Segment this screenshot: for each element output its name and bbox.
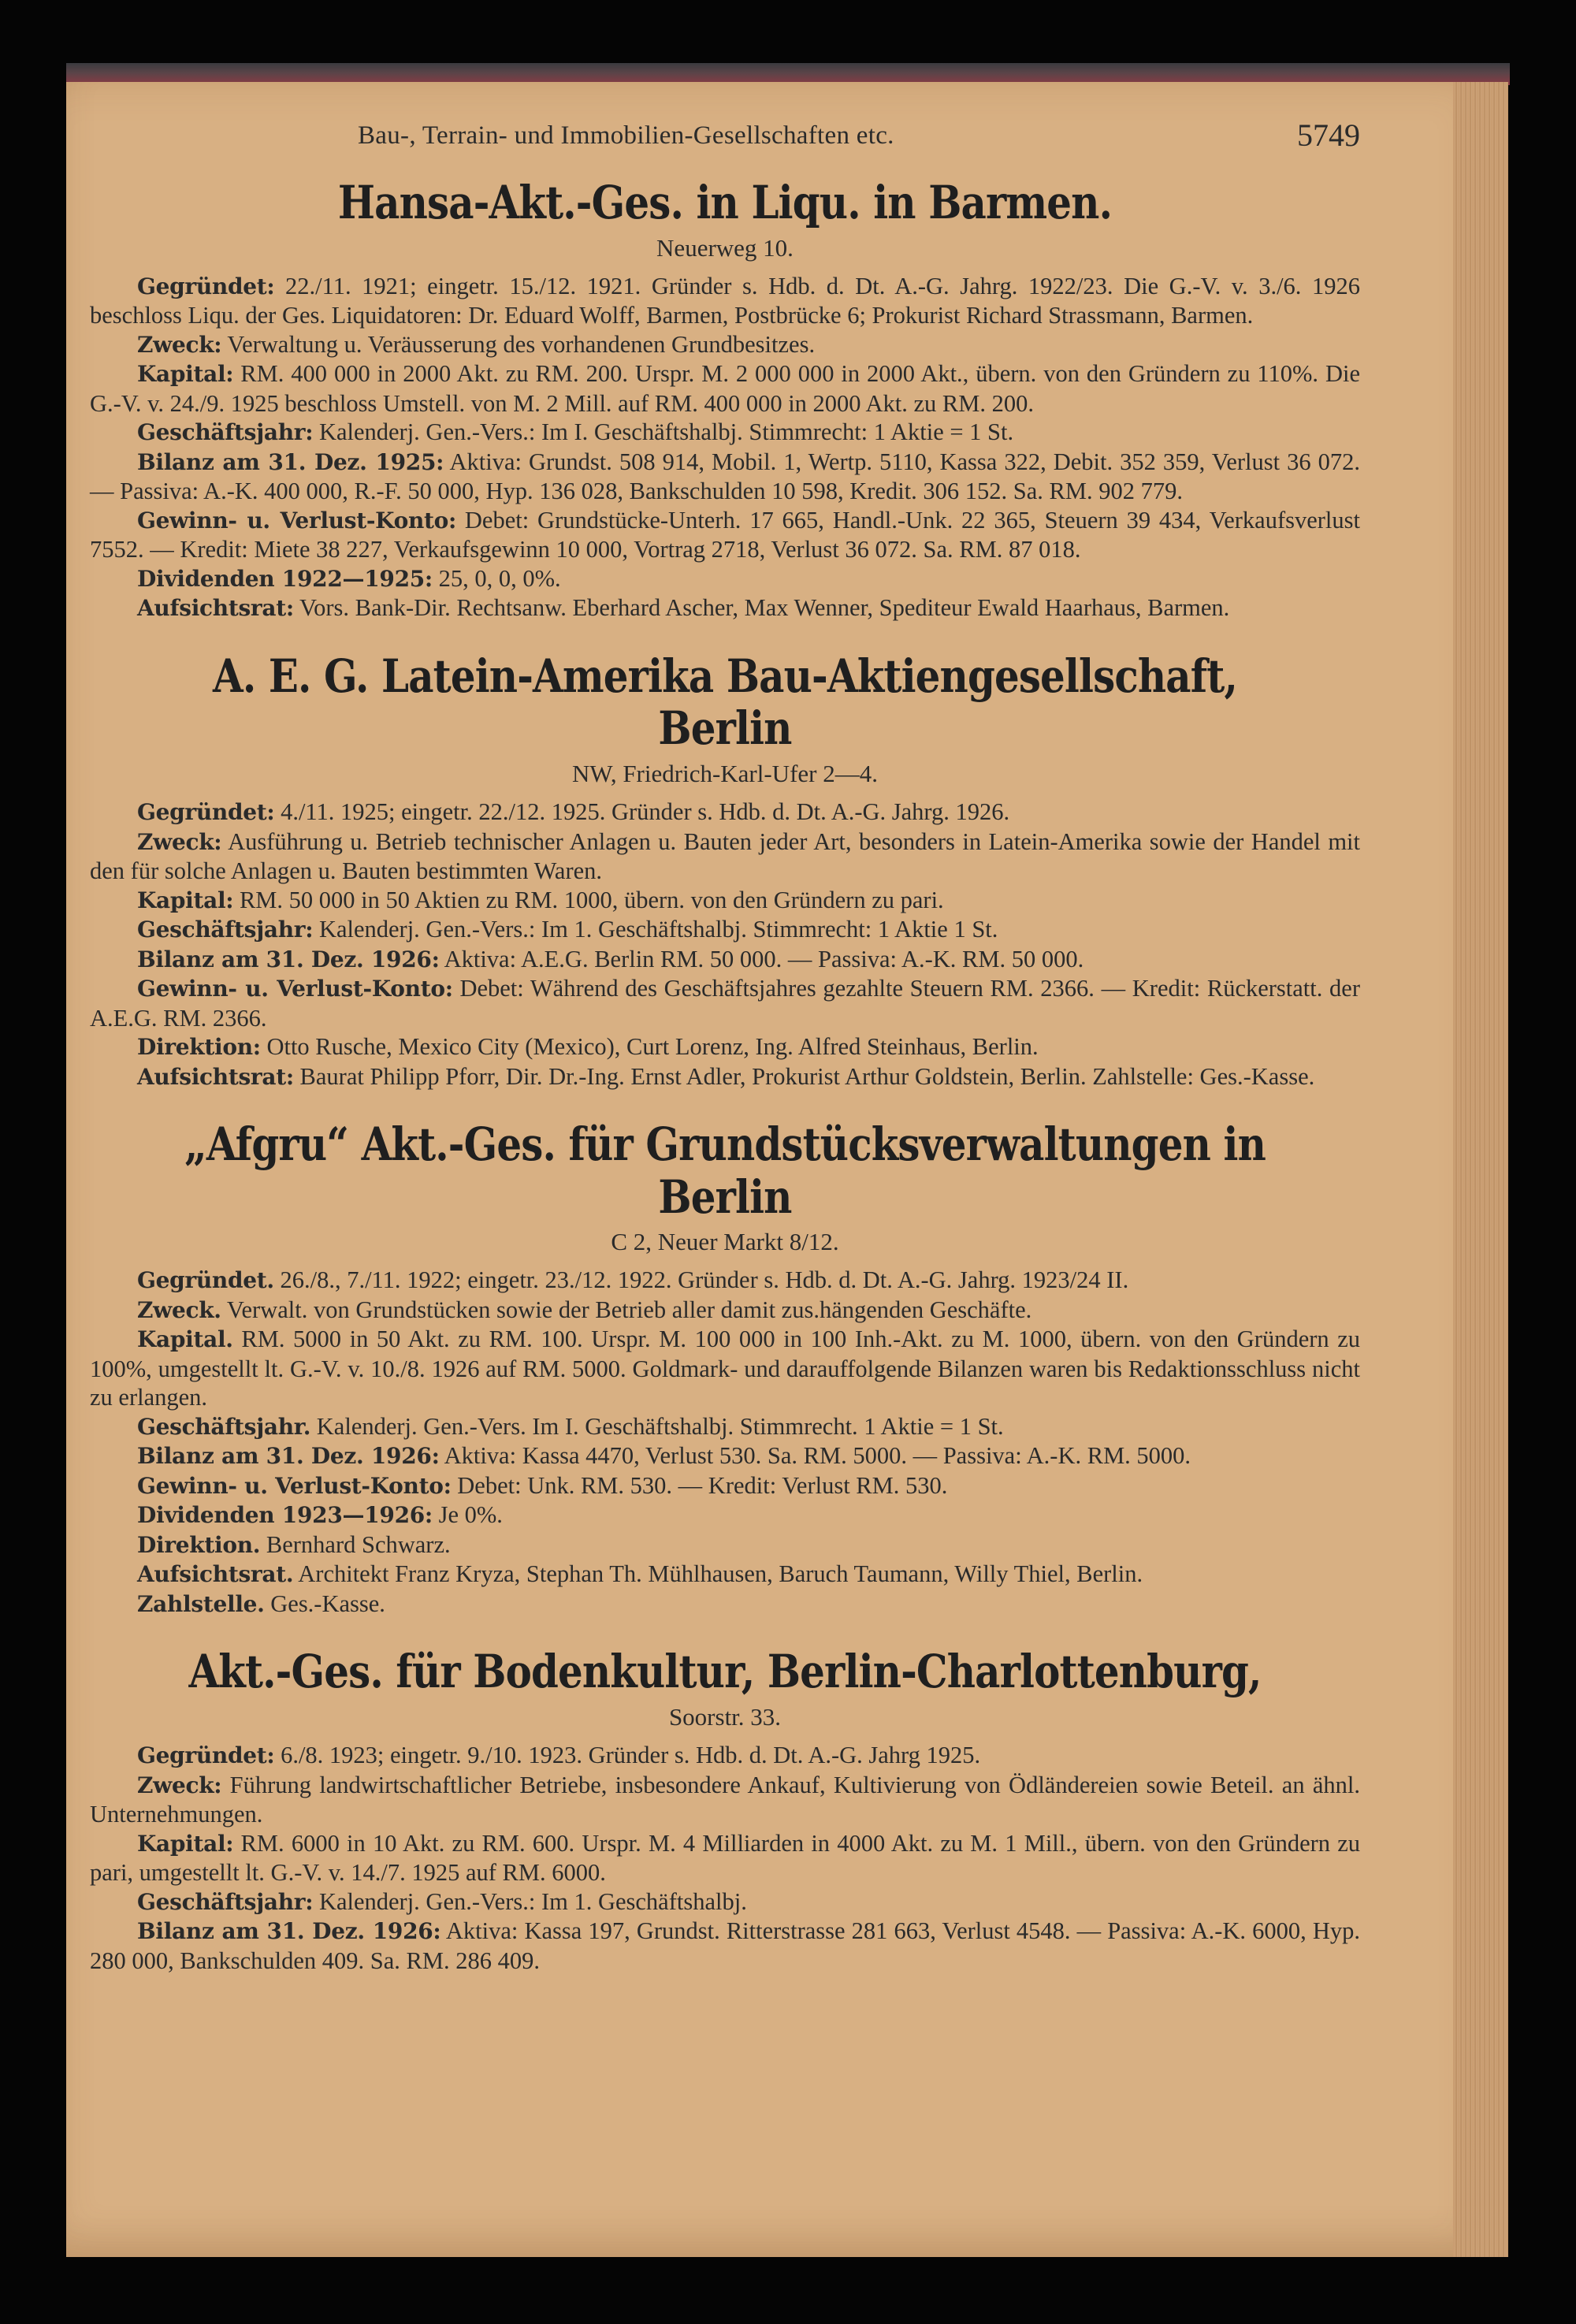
field-label: Dividenden 1922—1925: [137, 565, 433, 592]
field-label: Kapital. [137, 1326, 233, 1353]
field-label: Zahlstelle. [137, 1590, 265, 1617]
field-text: 26./8., 7./11. 1922; eingetr. 23./12. 1922. Gründer s. Hdb. d. Dt. A.-G. Jahrg. 1923/24 II. [280, 1266, 1129, 1294]
running-title: Bau-, Terrain- und Immobilien-Gesellschaften etc. [358, 121, 894, 150]
company-entry [90, 1118, 1360, 1619]
field-text: Kalenderj. Gen.-Vers.: Im I. Geschäftshalbj. Stimmrecht: 1 Aktie = 1 St. [318, 418, 1014, 446]
page-edges [1453, 82, 1508, 2257]
field-text: Verwalt. von Grundstücken sowie der Betrieb aller damit zus.hängenden Geschäfte. [226, 1296, 1032, 1323]
field-label: Bilanz am 31. Dez. 1926: [137, 1918, 441, 1945]
field-text: RM. 50 000 in 50 Aktien zu RM. 1000, übern. von den Gründern zu pari. [239, 886, 944, 913]
field-label: Geschäftsjahr: [137, 419, 314, 446]
field-geschaeftsjahr [90, 915, 1360, 945]
field-text: 25, 0, 0, 0%. [438, 564, 561, 592]
field-label: Geschäftsjahr: [137, 917, 314, 943]
running-head [90, 82, 1360, 177]
field-zweck [90, 1771, 1360, 1829]
field-label: Direktion: [137, 1034, 261, 1061]
field-geschaeftsjahr [90, 418, 1360, 448]
field-geschaeftsjahr [90, 1412, 1360, 1442]
field-dividenden [90, 564, 1360, 594]
field-text: 6./8. 1923; eingetr. 9./10. 1923. Gründer s. Hdb. d. Dt. A.-G. Jahrg 1925. [281, 1742, 981, 1769]
field-bilanz [90, 1441, 1360, 1471]
field-direktion [90, 1032, 1360, 1062]
field-label: Bilanz am 31. Dez. 1926: [137, 1443, 440, 1470]
company-address: Soorstr. 33. [668, 1703, 782, 1731]
field-text: Kalenderj. Gen.-Vers.: Im 1. Geschäftshalbj. [318, 1887, 747, 1915]
field-label: Dividenden 1923—1926: [137, 1502, 433, 1529]
field-kapital [90, 886, 1360, 916]
field-text: Bernhard Schwarz. [266, 1530, 451, 1558]
field-text: Aktiva: Grundst. 508 914, Mobil. 1, Wertp. 5110, Kassa 322, Debit. 352 359, Verlust 36 072. — Passiva: A.-K. 400 000, R.-F. 50 000, Hyp. 136 028, Bankschulden 10 598, Kredit. 306 152. Sa. RM. 902 779. [90, 448, 1360, 505]
field-label: Bilanz am 31. Dez. 1925: [137, 448, 444, 475]
field-label: Direktion. [137, 1531, 261, 1558]
field-label: Gewinn- u. Verlust-Konto: [137, 507, 457, 534]
field-label: Aufsichtsrat: [137, 1063, 294, 1090]
field-label: Aufsichtsrat: [137, 595, 294, 622]
company-address: NW, Friedrich-Karl-Ufer 2—4. [572, 760, 878, 788]
field-text: 4./11. 1925; eingetr. 22./12. 1925. Gründer s. Hdb. d. Dt. A.-G. Jahrg. 1926. [281, 798, 1010, 826]
field-text: Ausführung u. Betrieb technischer Anlagen u. Bauten jeder Art, besonders in Latein-Amerika sowie der Handel mit den für solche Anlagen u. Bauten bestimmten Waren. [90, 827, 1360, 885]
field-text: Architekt Franz Kryza, Stephan Th. Mühlhausen, Baruch Taumann, Willy Thiel, Berlin. [298, 1560, 1143, 1588]
field-geschaeftsjahr [90, 1887, 1360, 1917]
field-label: Aufsichtsrat. [137, 1561, 294, 1588]
field-label: Kapital: [137, 887, 234, 913]
field-text: Kalenderj. Gen.-Vers. Im I. Geschäftshalbj. Stimmrecht. 1 Aktie = 1 St. [316, 1412, 1004, 1440]
company-entry [90, 1645, 1360, 1975]
field-kapital [90, 1829, 1360, 1887]
field-text: RM. 6000 in 10 Akt. zu RM. 600. Urspr. M. 4 Milliarden in 4000 Akt. zu M. 1 Mill., übern. von den Gründern zu pari, umgestellt lt. G.-V. v. 14./7. 1925 auf RM. 6000. [90, 1829, 1361, 1887]
field-text: RM. 400 000 in 2000 Akt. zu RM. 200. Urspr. M. 2 000 000 in 2000 Akt., übern. von den Gründern zu 110%. Die G.-V. v. 24./9. 1925 beschloss Umstell. von M. 2 Mill. auf RM. 400 000 in 2000 Akt. zu RM. 200. [90, 360, 1361, 417]
field-zweck [90, 1296, 1360, 1326]
field-text: 22./11. 1921; eingetr. 15./12. 1921. Gründer s. Hdb. d. Dt. A.-G. Jahrg. 1922/23. Die G.-V. v. 3./6. 1926 beschloss Liqu. der Ges. Liquidatoren: Dr. Eduard Wolff, Barmen, Postbrücke 6; Prokurist Richard Strassmann, Barmen. [90, 272, 1360, 329]
company-address: Neuerweg 10. [656, 233, 794, 262]
field-aufsichtsrat [90, 1560, 1360, 1590]
field-gewinn-verlust [90, 506, 1360, 564]
field-label: Kapital: [137, 1830, 234, 1857]
field-label: Gegründet. [137, 1267, 274, 1294]
field-text: Aktiva: Kassa 4470, Verlust 530. Sa. RM. 5000. — Passiva: A.-K. RM. 5000. [444, 1442, 1191, 1470]
field-text: Baurat Philipp Pforr, Dir. Dr.-Ing. Ernst Adler, Prokurist Arthur Goldstein, Berlin. Zahlstelle: Ges.-Kasse. [299, 1062, 1315, 1090]
field-zweck [90, 827, 1360, 886]
field-label: Zweck: [137, 1772, 222, 1798]
field-label: Kapital: [137, 361, 234, 388]
field-text: Ges.-Kasse. [270, 1590, 385, 1617]
field-text: Aktiva: A.E.G. Berlin RM. 50 000. — Passiva: A.-K. RM. 50 000. [444, 945, 1084, 972]
field-text: Aktiva: Kassa 197, Grundst. Ritterstrasse 281 663, Verlust 4548. — Passiva: A.-K. 6000, Hyp. 280 000, Bankschulden 409. Sa. RM. 286 409. [90, 1917, 1360, 1974]
company-title: Hansa-Akt.-Ges. in Liqu. in Barmen. [337, 176, 1113, 229]
field-dividenden [90, 1500, 1360, 1530]
field-gegruendet [90, 1266, 1360, 1296]
field-gewinn-verlust [90, 1471, 1360, 1501]
field-text: Je 0%. [438, 1501, 503, 1529]
field-label: Zweck: [137, 828, 222, 855]
field-text: Führung landwirtschaftlicher Betriebe, insbesondere Ankauf, Kultivierung von Ödländereien sowie Beteil. an ähnl. Unternehmungen. [90, 1771, 1360, 1828]
field-text: Otto Rusche, Mexico City (Mexico), Curt Lorenz, Ing. Alfred Steinhaus, Berlin. [266, 1033, 1039, 1061]
field-text: Vors. Bank-Dir. Rechtsanw. Eberhard Ascher, Max Wenner, Spediteur Ewald Haarhaus, Barmen. [299, 594, 1230, 622]
field-label: Gegründet: [137, 799, 275, 826]
company-title: Akt.-Ges. für Bodenkultur, Berlin-Charlottenburg, [188, 1645, 1262, 1699]
field-text: Debet: Während des Geschäftsjahres gezahlte Steuern RM. 2366. — Kredit: Rückerstatt. der A.E.G. RM. 2366. [90, 975, 1360, 1032]
book-page [66, 82, 1508, 2257]
field-label: Gegründet: [137, 273, 275, 299]
company-title: A. E. G. Latein-Amerika Bau-Aktiengesellschaft, Berlin [212, 649, 1237, 756]
field-label: Geschäftsjahr. [137, 1413, 311, 1440]
field-bilanz [90, 448, 1360, 506]
field-label: Zweck: [137, 331, 222, 358]
field-label: Gegründet: [137, 1742, 275, 1769]
company-title: „Afgru“ Akt.-Ges. für Grundstücksverwaltungen in Berlin [184, 1117, 1266, 1224]
field-gewinn-verlust [90, 974, 1360, 1032]
company-address: C 2, Neuer Markt 8/12. [611, 1228, 839, 1256]
field-gegruendet [90, 1741, 1360, 1771]
field-bilanz [90, 945, 1360, 975]
field-text: Debet: Unk. RM. 530. — Kredit: Verlust RM. 530. [457, 1471, 948, 1499]
field-label: Gewinn- u. Verlust-Konto: [137, 1472, 452, 1499]
field-label: Zweck. [137, 1296, 221, 1323]
field-text: RM. 5000 in 50 Akt. zu RM. 100. Urspr. M. 100 000 in 100 Inh.-Akt. zu M. 1000, übern. von den Gründern zu 100%, umgestellt lt. G.-V. v. 10./8. 1926 auf RM. 5000. Goldmark- und darauffolgende Bilanzen waren bis Redaktionsschluss nicht zu erlangen. [90, 1326, 1361, 1411]
company-entry [90, 177, 1360, 623]
field-text: Kalenderj. Gen.-Vers.: Im 1. Geschäftshalbj. Stimmrecht: 1 Aktie 1 St. [318, 916, 998, 943]
field-kapital [90, 359, 1360, 418]
field-aufsichtsrat [90, 1062, 1360, 1092]
field-gegruendet [90, 798, 1360, 827]
field-direktion [90, 1530, 1360, 1560]
field-aufsichtsrat [90, 593, 1360, 623]
field-zweck [90, 330, 1360, 360]
field-gegruendet [90, 272, 1360, 330]
page-content [90, 82, 1360, 2002]
field-text: Verwaltung u. Veräusserung des vorhandenen Grundbesitzes. [227, 330, 816, 358]
field-zahlstelle [90, 1590, 1360, 1619]
field-label: Geschäftsjahr: [137, 1888, 314, 1915]
page-number: 5749 [1297, 117, 1360, 153]
field-label: Bilanz am 31. Dez. 1926: [137, 946, 440, 972]
field-kapital [90, 1325, 1360, 1412]
field-bilanz [90, 1917, 1360, 1975]
field-label: Gewinn- u. Verlust-Konto: [137, 976, 453, 1002]
field-text: Debet: Grundstücke-Unterh. 17 665, Handl.-Unk. 22 365, Steuern 39 434, Verkaufsverlust 7552. — Kredit: Miete 38 227, Verkaufsgewinn 10 000, Vortrag 2718, Verlust 36 072. Sa. RM. 87 018. [90, 506, 1360, 563]
company-entry [90, 650, 1360, 1091]
